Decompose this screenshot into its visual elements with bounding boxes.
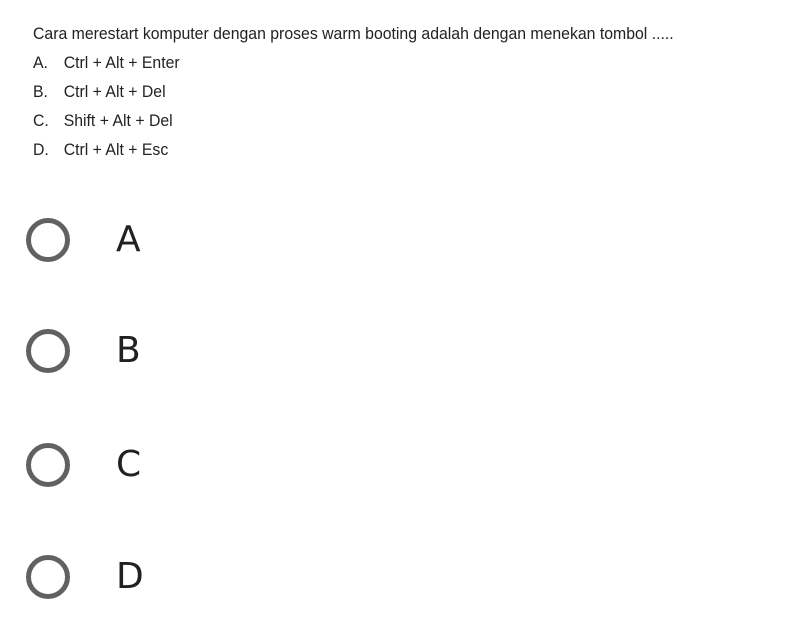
radio-button-c[interactable] — [26, 443, 70, 487]
radio-button-b[interactable] — [26, 329, 70, 373]
option-line-d — [33, 140, 726, 160]
choice-label-b[interactable]: B — [116, 330, 141, 371]
option-letter: B. — [33, 82, 48, 101]
option-line-b — [33, 82, 726, 102]
question-text: Cara merestart komputer dengan proses warm booting adalah dengan menekan tombol ..... — [33, 24, 674, 43]
option-letter: A. — [33, 53, 48, 72]
choice-label-d[interactable]: D — [116, 556, 144, 597]
choice-label-c[interactable]: C — [116, 444, 142, 485]
option-text: Ctrl + Alt + Enter — [63, 53, 180, 72]
option-line-c — [33, 111, 726, 131]
choice-label-a[interactable]: A — [116, 219, 141, 260]
choice-b[interactable] — [26, 329, 141, 373]
radio-button-d[interactable] — [26, 555, 70, 599]
option-text: Shift + Alt + Del — [63, 111, 173, 130]
choice-d[interactable] — [26, 555, 144, 599]
option-text: Ctrl + Alt + Esc — [63, 140, 169, 159]
question-block — [33, 24, 778, 160]
option-line-a — [33, 53, 726, 73]
option-text: Ctrl + Alt + Del — [63, 82, 166, 101]
option-letter: D. — [33, 140, 49, 159]
choice-c[interactable] — [26, 443, 141, 487]
choice-a[interactable] — [26, 218, 141, 262]
radio-button-a[interactable] — [26, 218, 70, 262]
option-letter: C. — [33, 111, 49, 130]
